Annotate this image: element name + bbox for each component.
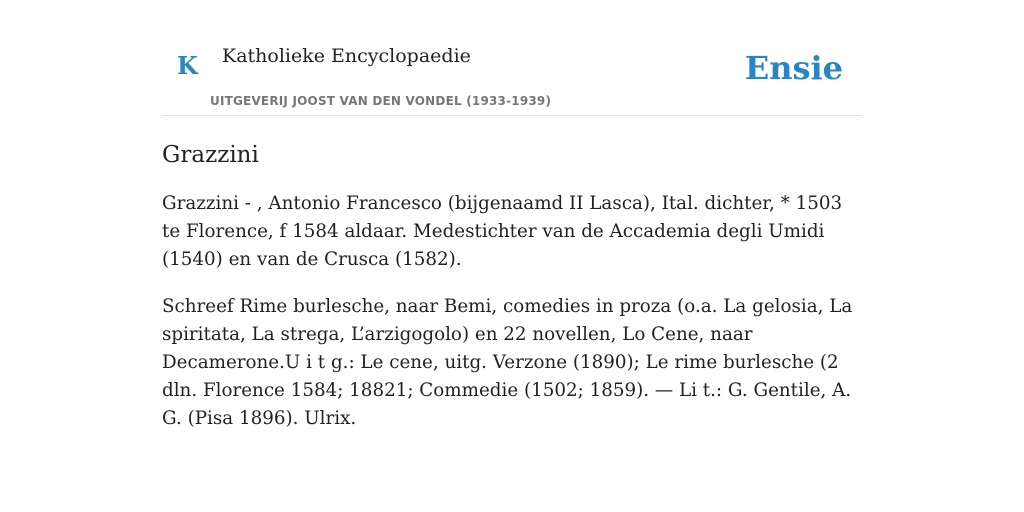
publisher-subtitle: UITGEVERIJ JOOST VAN DEN VONDEL (1933-1939): [210, 94, 552, 108]
article-title: Grazzini: [162, 142, 259, 168]
site-header: [162, 0, 862, 116]
content-container: [162, 0, 862, 433]
encyclopedia-logo[interactable]: K: [177, 51, 198, 80]
article-paragraph: Grazzini - , Antonio Francesco (bijgenaamd II Lasca), Ital. dichter, * 1503 te Florence, f 1584 aldaar. Medestichter van de Accademia degli Umidi (1540) en van de Crusca (1582).: [162, 192, 843, 270]
article-paragraph: Schreef Rime burlesche, naar Bemi, comedies in proza (o.a. La gelosia, La spiritata, La strega, L’arzigogolo) en 22 novellen, Lo Cene, naar Decamerone.U i t g.: Le cene, uitg. Verzone (1890); Le rime burlesche (2 dln. Florence 1584; 18821; Commedie (1502; 1859). — Li t.: G. Gentile, A. G. (Pisa 1896). Ulrix.: [162, 295, 853, 429]
site-title[interactable]: Katholieke Encyclopaedie: [222, 45, 471, 67]
ensie-logo-link[interactable]: Ensie: [744, 49, 843, 87]
article: [162, 142, 862, 433]
